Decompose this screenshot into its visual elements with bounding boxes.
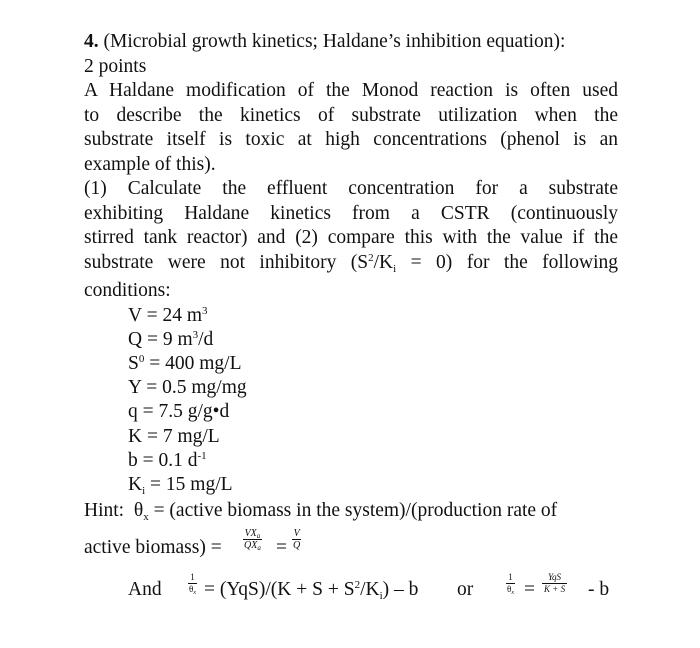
condition-decay: b = 0.1 $d^{-1}$ — [128, 449, 207, 471]
hint-line-2-text: active biomass) = — [84, 536, 222, 558]
question-title-text: (Microbial growth kinetics; Haldane’s inhibition equation): — [103, 31, 566, 52]
paragraph-1-line-1: A Haldane modification of the Monod reaction is often used — [84, 80, 618, 101]
question-title — [84, 30, 618, 55]
paragraph-2-line-5: conditions: — [84, 280, 171, 301]
hint-line-1: Hint: $\theta_x$ = (active biomass in the system)/(production rate of — [84, 500, 558, 524]
haldane-expression: = $(YqS)/(K + S + S^2/K_i) - b$ — [204, 578, 419, 602]
paragraph-2-line-1: (1) Calculate the effluent concentration for a substrate — [84, 178, 618, 199]
hint-line-2: active biomass) = $VX_a$ $QX_a$ = $\frac{V}{Q}$ — [84, 528, 618, 558]
question-points: 2 points — [84, 55, 147, 77]
condition-half-velocity: K = 7 mg/L — [128, 425, 220, 447]
paragraph-2-line-4: substrate were not inhibitory $(S^2/K_i = 0)$ for the following — [84, 251, 618, 275]
condition-max-rate: q = 7.5 g/g•d — [128, 401, 230, 423]
hint-label: Hint: — [84, 500, 125, 522]
condition-flow: Q = 9 $m^3/d$ — [128, 328, 214, 350]
paragraph-1-line-4: example of this). — [84, 153, 216, 175]
condition-volume: V = 24 $m^3$ — [128, 304, 208, 326]
and-label: And — [128, 578, 162, 600]
paragraph-2-line-3: stirred tank reactor) and (2) compare this with the value if the — [84, 227, 618, 248]
condition-yield: Y = 0.5 mg/mg — [128, 377, 247, 399]
volume-flow-fraction: $\frac{V}{Q}$ — [293, 527, 301, 551]
and-equation-line: And $\frac{1}{\theta_x}$ = $(YqS)/(K + S + S^2/K_i) - b$ or $\frac{1}{\theta_x}$ = YqS K + S - b — [128, 571, 610, 602]
paragraph-1-line-3: substrate itself is toxic at high concentrations (phenol is an — [84, 129, 618, 150]
condition-influent-substrate: $S^0 = 400$ mg/L — [128, 352, 242, 374]
paragraph-1-line-2: to describe the kinetics of substrate utilization when the — [84, 104, 618, 126]
biomass-ratio-fraction: $VX_a$ $QX_a$ — [244, 527, 261, 552]
inverse-srt-fraction-2: $\frac{1}{\theta_x}$ — [507, 571, 514, 596]
question-number: 4. — [84, 31, 99, 52]
inverse-srt-fraction: $\frac{1}{\theta_x}$ — [189, 571, 196, 596]
monod-fraction: YqS K + S — [544, 571, 566, 594]
paragraph-2-line-2: exhibiting Haldane kinetics from a CSTR (continuously — [84, 202, 618, 224]
problem-text — [84, 30, 618, 604]
or-word: or — [457, 578, 474, 600]
condition-inhibition-constant: $K_i = 15$ mg/L — [128, 473, 233, 497]
conditions-list — [84, 304, 618, 498]
